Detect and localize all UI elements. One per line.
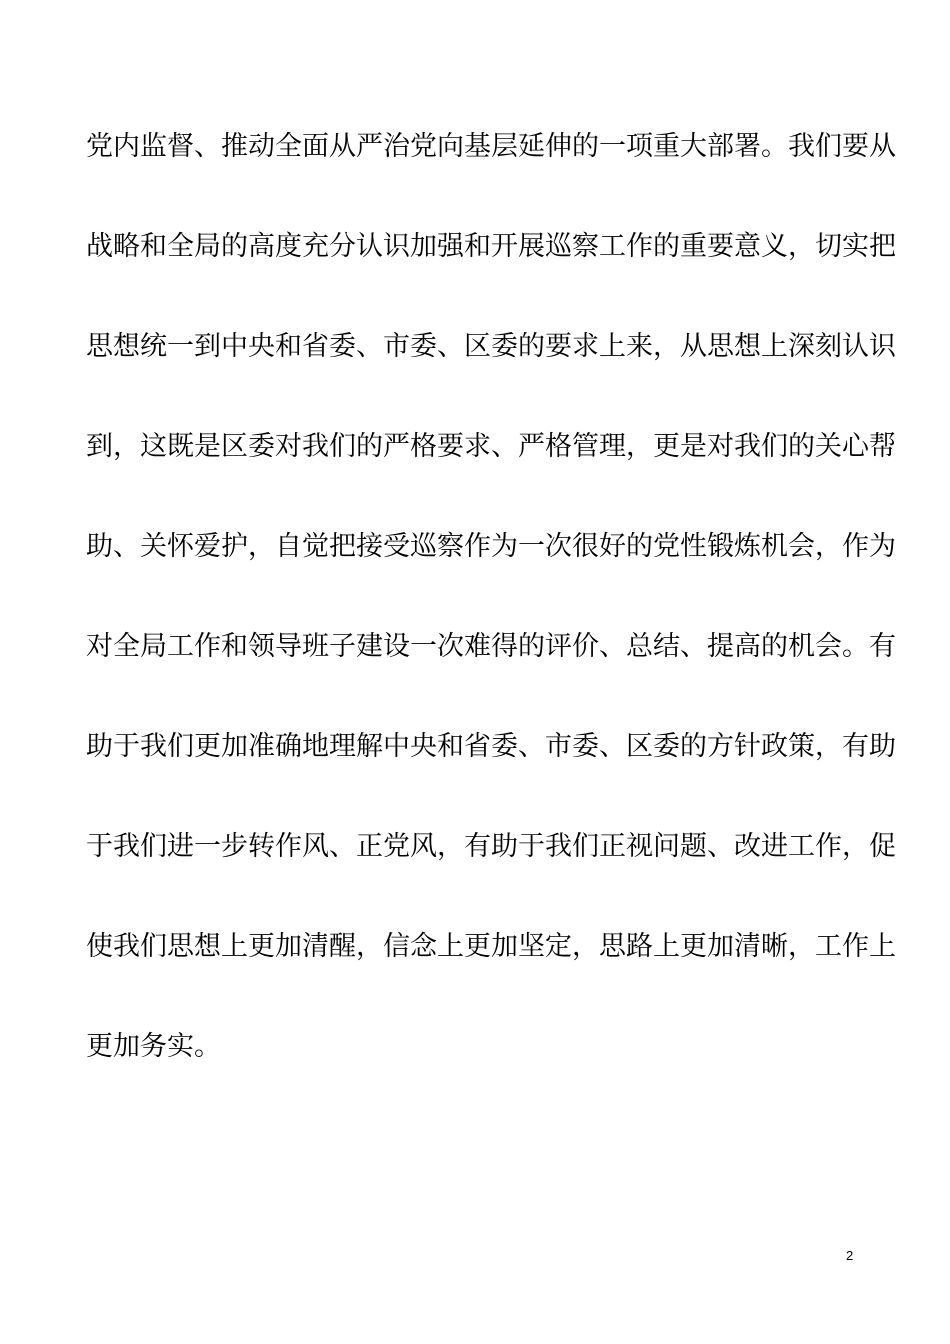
text-line: 到，这既是区委对我们的严格要求、严格管理，更是对我们的关心帮 [86, 431, 896, 462]
text-line: 更加务实。 [86, 1031, 221, 1062]
body-text [86, 122, 896, 1122]
text-line: 战略和全局的高度充分认识加强和开展巡察工作的重要意义，切实把 [86, 231, 896, 262]
text-line: 助、关怀爱护，自觉把接受巡察作为一次很好的党性锻炼机会，作为 [86, 531, 896, 562]
text-line: 助于我们更加准确地理解中央和省委、市委、区委的方针政策，有助 [86, 731, 896, 762]
text-line: 使我们思想上更加清醒，信念上更加坚定，思路上更加清晰，工作上 [86, 931, 896, 962]
text-line: 党内监督、推动全面从严治党向基层延伸的一项重大部署。我们要从 [86, 131, 896, 162]
text-line: 于我们进一步转作风、正党风，有助于我们正视问题、改进工作，促 [86, 831, 896, 862]
text-line: 对全局工作和领导班子建设一次难得的评价、总结、提高的机会。有 [86, 631, 896, 662]
text-line: 思想统一到中央和省委、市委、区委的要求上来，从思想上深刻认识 [86, 331, 896, 362]
page-number: 2 [846, 1248, 854, 1263]
